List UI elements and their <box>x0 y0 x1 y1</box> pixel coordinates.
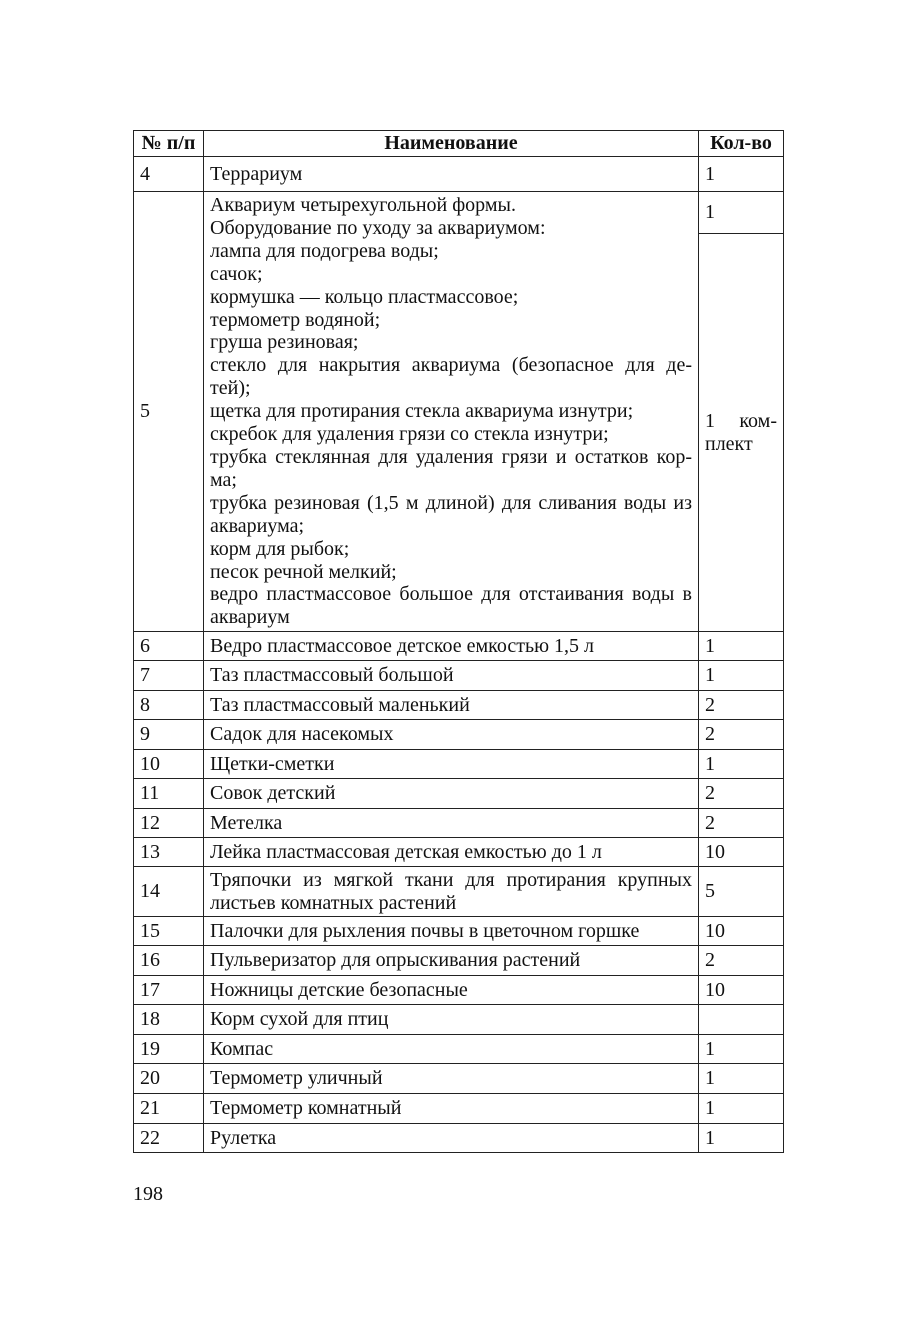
quantity-line: плект <box>705 432 753 455</box>
item-name: Рулетка <box>204 1124 699 1153</box>
item-name: Термометр комнатный <box>204 1094 699 1124</box>
item-name-line: груша резиновая; <box>210 331 359 354</box>
table-row <box>134 838 784 867</box>
item-name-line: листьев комнатных растений <box>210 891 457 914</box>
item-name-line: аквариум <box>210 606 290 629</box>
item-name-line: термометр водяной; <box>210 308 381 331</box>
header-name: Наименование <box>204 131 699 157</box>
item-quantity: 1 <box>699 1064 784 1094</box>
item-name: Таз пластмассовый маленький <box>204 691 699 720</box>
item-name: Ведро пластмассовое детское емкостью 1,5 л <box>204 632 699 661</box>
item-name-line: тей); <box>210 377 251 400</box>
item-quantity: 1 <box>699 157 784 192</box>
table-row <box>134 1064 784 1094</box>
item-quantity: 1 <box>699 192 784 234</box>
item-name-line: Тряпочки из мягкой ткани для протирания крупных <box>210 868 692 891</box>
row-number: 22 <box>134 1124 204 1153</box>
table-header-row <box>134 131 784 157</box>
item-name: Террариум <box>204 157 699 192</box>
table-row <box>134 1124 784 1153</box>
item-quantity: 1 <box>699 750 784 779</box>
table-row <box>134 720 784 750</box>
equipment-table <box>133 130 784 1153</box>
item-quantity: 1 <box>699 1124 784 1153</box>
item-name <box>204 192 699 632</box>
item-name-line: лампа для подогрева воды; <box>210 239 439 262</box>
item-quantity: 2 <box>699 809 784 838</box>
row-number: 19 <box>134 1035 204 1064</box>
item-quantity: 2 <box>699 779 784 809</box>
item-quantity: 5 <box>699 867 784 917</box>
row-number: 17 <box>134 976 204 1005</box>
table-row <box>134 917 784 946</box>
row-number: 21 <box>134 1094 204 1124</box>
row-number: 18 <box>134 1005 204 1035</box>
item-name-line: трубка резиновая (1,5 м длиной) для сливания воды из <box>210 491 692 514</box>
item-name-line: Оборудование по уходу за аквариумом: <box>210 216 546 239</box>
item-quantity: 2 <box>699 691 784 720</box>
item-name-line: трубка стеклянная для удаления грязи и остатков кор- <box>210 445 692 468</box>
table-row <box>134 809 784 838</box>
item-quantity: 10 <box>699 838 784 867</box>
item-name: Таз пластмассовый большой <box>204 661 699 691</box>
header-quantity: Кол-во <box>699 131 784 157</box>
table-row <box>134 661 784 691</box>
table-row <box>134 976 784 1005</box>
item-name: Метелка <box>204 809 699 838</box>
item-quantity: 1 <box>699 1035 784 1064</box>
item-name-line: ма; <box>210 468 237 491</box>
page-number: 198 <box>133 1183 163 1205</box>
item-quantity <box>699 1005 784 1035</box>
item-name-line: песок речной мелкий; <box>210 560 397 583</box>
quantity-line: 1 ком- <box>705 409 777 432</box>
item-name: Термометр уличный <box>204 1064 699 1094</box>
item-name: Щетки-сметки <box>204 750 699 779</box>
row-number: 14 <box>134 867 204 917</box>
item-name-line: скребок для удаления грязи со стекла изнутри; <box>210 423 609 446</box>
item-name: Садок для насекомых <box>204 720 699 750</box>
item-name-line: Аквариум четырехугольной формы. <box>210 194 516 216</box>
item-quantity: 2 <box>699 946 784 976</box>
item-name-line: кормушка — кольцо пластмассовое; <box>210 285 519 308</box>
header-number: № п/п <box>134 131 204 157</box>
item-name-line: ведро пластмассовое большое для отстаивания воды в <box>210 583 692 606</box>
item-name: Корм сухой для птиц <box>204 1005 699 1035</box>
table-row <box>134 946 784 976</box>
item-name: Палочки для рыхления почвы в цветочном горшке <box>204 917 699 946</box>
item-name: Ножницы детские безопасные <box>204 976 699 1005</box>
table-row <box>134 867 784 917</box>
row-number: 12 <box>134 809 204 838</box>
item-name-line: стекло для накрытия аквариума (безопасное для де- <box>210 354 692 377</box>
row-number: 8 <box>134 691 204 720</box>
item-quantity: 1 <box>699 632 784 661</box>
row-number: 4 <box>134 157 204 192</box>
item-quantity: 1 <box>699 661 784 691</box>
row-number: 16 <box>134 946 204 976</box>
row-number: 15 <box>134 917 204 946</box>
table-row <box>134 1094 784 1124</box>
row-number: 20 <box>134 1064 204 1094</box>
row-number: 7 <box>134 661 204 691</box>
row-number: 11 <box>134 779 204 809</box>
row-number: 9 <box>134 720 204 750</box>
item-quantity-set <box>699 234 784 632</box>
item-name: Совок детский <box>204 779 699 809</box>
table-row <box>134 779 784 809</box>
item-quantity: 10 <box>699 976 784 1005</box>
table-row <box>134 632 784 661</box>
item-name-line: аквариума; <box>210 514 305 537</box>
item-name-line: сачок; <box>210 262 263 285</box>
table-row <box>134 1035 784 1064</box>
item-name: Пульверизатор для опрыскивания растений <box>204 946 699 976</box>
item-name: Компас <box>204 1035 699 1064</box>
row-number: 5 <box>134 192 204 632</box>
item-name-line: корм для рыбок; <box>210 537 350 560</box>
item-quantity: 2 <box>699 720 784 750</box>
table-row <box>134 192 784 234</box>
item-quantity: 10 <box>699 917 784 946</box>
item-name-line: щетка для протирания стекла аквариума изнутри; <box>210 400 634 423</box>
row-number: 6 <box>134 632 204 661</box>
row-number: 13 <box>134 838 204 867</box>
table-row <box>134 1005 784 1035</box>
table-row <box>134 691 784 720</box>
table-row <box>134 157 784 192</box>
row-number: 10 <box>134 750 204 779</box>
item-name <box>204 867 699 917</box>
table-row <box>134 750 784 779</box>
item-quantity: 1 <box>699 1094 784 1124</box>
item-name: Лейка пластмассовая детская емкостью до 1 л <box>204 838 699 867</box>
